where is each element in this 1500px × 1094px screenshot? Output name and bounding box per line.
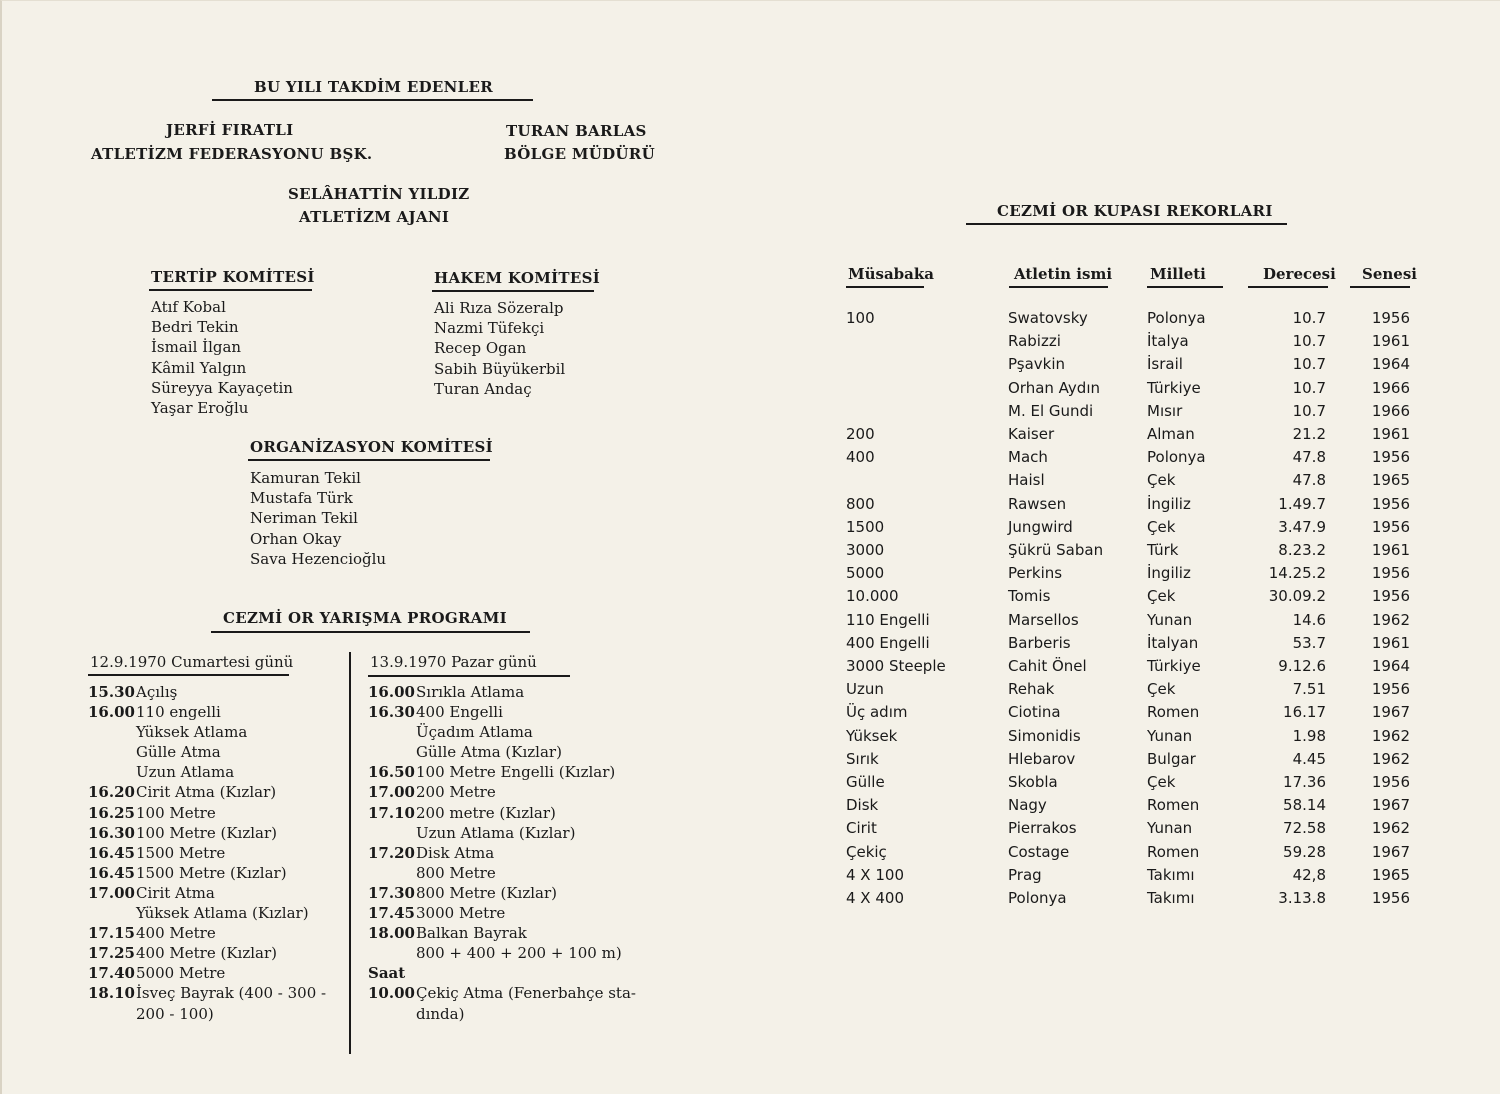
record-athlete: Mach: [1008, 448, 1048, 467]
program-time: 16.30: [368, 703, 415, 722]
record-mark: 58.14: [1283, 796, 1326, 815]
record-row: [0, 355, 1410, 377]
record-year: 1956: [1371, 309, 1410, 327]
records-col-milleti: Milleti: [1150, 265, 1206, 283]
record-mark: 16.17: [1283, 703, 1326, 722]
record-year: 1961: [1371, 541, 1410, 559]
record-year: 1956: [1371, 448, 1410, 467]
record-mark: 9.12.6: [1278, 657, 1326, 675]
presenter-3-title: ATLETİZM AJANI: [299, 208, 450, 226]
records-col-underline: [846, 286, 924, 288]
tertip-member: Süreyya Kayaçetin: [151, 378, 293, 397]
program-event: 1500 Metre (Kızlar): [136, 863, 287, 882]
record-row: [0, 471, 1410, 493]
record-country: Mısır: [1147, 401, 1183, 420]
record-year: 1966: [1371, 401, 1410, 420]
record-row: [0, 865, 1410, 888]
program-event: Cirit Atma: [136, 883, 215, 902]
record-country: Yunan: [1147, 610, 1193, 629]
record-athlete: Haisl: [1008, 471, 1045, 490]
program-event: Gülle Atma (Kızlar): [416, 743, 562, 762]
program-event: Sırıkla Atlama: [416, 683, 525, 701]
program-row: [88, 943, 338, 963]
program-event: İsveç Bayrak (400 - 300 -: [136, 984, 327, 1003]
record-row: [0, 587, 1410, 609]
record-row: [0, 309, 1410, 331]
program-event: 100 Metre (Kızlar): [136, 823, 277, 842]
records-col-atlet: Atletin ismi: [1014, 265, 1113, 283]
record-country: Çek: [1147, 471, 1176, 490]
record-row: [0, 633, 1410, 656]
record-year: 1961: [1371, 332, 1410, 351]
record-mark: 72.58: [1283, 819, 1326, 838]
record-athlete: Orhan Aydın: [1008, 378, 1100, 397]
record-event: 100: [846, 309, 875, 327]
record-mark: 59.28: [1283, 842, 1326, 861]
record-country: İtalyan: [1147, 633, 1199, 652]
program-time: 17.45: [368, 904, 415, 923]
record-mark: 3.13.8: [1278, 889, 1326, 907]
record-country: Çek: [1147, 680, 1176, 699]
record-year: 1961: [1371, 633, 1410, 652]
program-time: 16.45: [88, 843, 135, 862]
program-time: 18.10: [88, 984, 135, 1003]
record-mark: 7.51: [1292, 680, 1326, 699]
record-event: Üç adım: [846, 703, 908, 722]
program-event: Disk Atma: [416, 843, 495, 862]
record-athlete: Hlebarov: [1008, 749, 1076, 768]
record-row: [0, 680, 1410, 702]
record-athlete: Polonya: [1008, 889, 1067, 907]
record-mark: 21.2: [1292, 425, 1326, 443]
presenter-3-name: SELÂHATTİN YILDIZ: [288, 185, 470, 203]
program-event: Açılış: [136, 683, 178, 701]
record-year: 1961: [1371, 425, 1410, 443]
program-row: [368, 923, 658, 943]
record-event: 800: [846, 494, 875, 513]
program-event: Uzun Atlama (Kızlar): [416, 823, 576, 842]
records-col-derecesi: Derecesi: [1263, 265, 1336, 283]
program-row: [368, 963, 658, 983]
presenter-2-title: BÖLGE MÜDÜRÜ: [504, 145, 655, 163]
record-athlete: Pşavkin: [1008, 355, 1066, 374]
program-event: 5000 Metre: [136, 964, 226, 983]
record-row: [0, 889, 1410, 911]
record-year: 1956: [1371, 517, 1410, 536]
record-row: [0, 378, 1410, 401]
record-event: 10.000: [846, 587, 899, 606]
record-event: Sırık: [846, 749, 879, 768]
record-athlete: Kaiser: [1008, 425, 1055, 443]
program-event: 200 Metre: [416, 783, 496, 802]
record-mark: 17.36: [1283, 773, 1326, 791]
record-event: 1500: [846, 517, 885, 536]
program-event: 3000 Metre: [416, 904, 506, 923]
program-row: [88, 983, 338, 1003]
record-mark: 47.8: [1292, 471, 1326, 490]
record-year: 1964: [1371, 355, 1410, 374]
record-athlete: Marsellos: [1008, 610, 1079, 629]
record-row: [0, 541, 1410, 563]
program-time: 17.25: [88, 944, 135, 963]
record-athlete: Prag: [1008, 865, 1042, 884]
hakem-member: Turan Andaç: [434, 379, 532, 398]
record-country: Çek: [1147, 773, 1176, 791]
record-year: 1962: [1371, 726, 1410, 745]
record-country: Çek: [1147, 587, 1176, 606]
records-col-underline: [1009, 286, 1108, 288]
program-event: 400 Engelli: [416, 703, 503, 722]
tertip-member: Bedri Tekin: [151, 318, 239, 337]
record-athlete: Pierrakos: [1008, 819, 1077, 838]
program-time: [368, 1004, 416, 1024]
record-row: [0, 796, 1410, 818]
record-country: Türk: [1147, 541, 1179, 559]
program-time: 10.00: [368, 984, 415, 1003]
record-row: [0, 517, 1410, 540]
record-country: Romen: [1147, 796, 1200, 815]
record-year: 1967: [1371, 796, 1410, 815]
program-event: Yüksek Atlama (Kızlar): [136, 904, 309, 923]
record-row: [0, 842, 1410, 865]
record-country: İtalya: [1147, 332, 1189, 351]
organizasyon-member: Neriman Tekil: [250, 509, 358, 528]
program-event: 400 Metre: [136, 924, 216, 943]
presenter-2-name: TURAN BARLAS: [506, 122, 647, 140]
record-year: 1966: [1371, 378, 1410, 397]
organizasyon-member: Sava Hezencioğlu: [250, 549, 387, 568]
program-event: Çekiç Atma (Fenerbahçe sta-: [416, 984, 636, 1003]
program-event: Uzun Atlama: [136, 763, 235, 782]
record-mark: 10.7: [1292, 401, 1326, 420]
record-athlete: Barberis: [1008, 633, 1071, 652]
record-mark: 53.7: [1292, 633, 1326, 652]
hakem-member: Ali Rıza Sözeralp: [434, 299, 564, 317]
record-row: [0, 332, 1410, 354]
program-time: 18.00: [368, 924, 415, 943]
program-day1-label: 12.9.1970 Cumartesi günü: [90, 653, 294, 671]
record-event: Disk: [846, 796, 879, 815]
record-athlete: Perkins: [1008, 564, 1063, 583]
program-event: 100 Metre Engelli (Kızlar): [416, 763, 616, 782]
record-year: 1965: [1371, 865, 1410, 884]
record-mark: 3.47.9: [1278, 517, 1326, 536]
program-event: 110 engelli: [136, 703, 221, 722]
record-year: 1956: [1371, 773, 1410, 791]
tertip-member: İsmail İlgan: [151, 338, 242, 357]
record-mark: 10.7: [1292, 309, 1326, 327]
record-event: Cirit: [846, 819, 877, 838]
record-country: Romen: [1147, 703, 1200, 722]
tertip-member: Yaşar Eroğlu: [151, 399, 249, 418]
program-time: 17.15: [88, 924, 135, 943]
record-event: Çekiç: [846, 842, 887, 861]
tertip-underline: [149, 289, 312, 291]
record-row: [0, 749, 1410, 772]
presenters-heading: BU YILI TAKDİM EDENLER: [254, 78, 493, 96]
record-event: 110 Engelli: [846, 610, 930, 629]
record-athlete: Skobla: [1008, 773, 1058, 791]
records-col-underline: [1350, 286, 1410, 288]
record-year: 1962: [1371, 610, 1410, 629]
record-year: 1967: [1371, 703, 1410, 722]
record-country: İngiliz: [1147, 494, 1191, 513]
record-row: [0, 448, 1410, 470]
presenter-1-name: JERFİ FIRATLI: [166, 121, 294, 139]
record-event: 4 X 400: [846, 889, 904, 907]
record-athlete: Ciotina: [1008, 703, 1061, 722]
record-event: Gülle: [846, 773, 885, 791]
record-athlete: Costage: [1008, 842, 1070, 861]
record-year: 1956: [1371, 494, 1410, 513]
program-time: 16.45: [88, 863, 135, 882]
program-event: 800 Metre: [416, 863, 496, 882]
record-event: 5000: [846, 564, 885, 583]
hakem-heading: HAKEM KOMİTESİ: [434, 269, 601, 287]
program-event: 800 + 400 + 200 + 100 m): [416, 944, 622, 963]
program-time: 16.20: [88, 783, 135, 802]
program-row: [368, 983, 658, 1003]
record-mark: 4.45: [1292, 749, 1326, 768]
program-time: 16.25: [88, 803, 135, 822]
record-year: 1956: [1371, 587, 1410, 606]
record-country: Takımı: [1147, 889, 1195, 907]
record-athlete: Swatovsky: [1008, 309, 1088, 327]
program-time: 17.00: [88, 883, 135, 902]
record-row: [0, 425, 1410, 447]
program-heading: CEZMİ OR YARIŞMA PROGRAMI: [223, 609, 507, 627]
record-athlete: M. El Gundi: [1008, 401, 1094, 420]
hakem-member: Nazmi Tüfekçi: [434, 319, 545, 338]
record-athlete: Rawsen: [1008, 494, 1067, 513]
record-athlete: Simonidis: [1008, 726, 1081, 745]
program-row: [88, 963, 338, 983]
record-year: 1956: [1371, 680, 1410, 699]
records-col-senesi: Senesi: [1362, 265, 1417, 283]
record-country: Türkiye: [1147, 378, 1201, 397]
program-event: 200 metre (Kızlar): [416, 803, 556, 822]
presenters-heading-underline: [212, 99, 533, 101]
record-country: Yunan: [1147, 726, 1193, 745]
record-event: 4 X 100: [846, 865, 904, 884]
record-row: [0, 819, 1410, 841]
record-mark: 1.98: [1292, 726, 1326, 745]
record-row: [0, 401, 1410, 424]
record-country: Takımı: [1147, 865, 1195, 884]
record-row: [0, 703, 1410, 725]
record-mark: 8.23.2: [1278, 541, 1326, 559]
record-country: Polonya: [1147, 309, 1206, 327]
program-time: 17.20: [368, 843, 415, 862]
records-col-underline: [1147, 286, 1223, 288]
program-time: 17.10: [368, 803, 415, 822]
record-mark: 10.7: [1292, 332, 1326, 351]
record-athlete: Rabizzi: [1008, 332, 1061, 351]
record-year: 1964: [1371, 657, 1410, 675]
program-row: [88, 1004, 338, 1024]
program-time: 17.30: [368, 883, 415, 902]
record-year: 1962: [1371, 819, 1410, 838]
record-mark: 10.7: [1292, 355, 1326, 374]
program-time: 17.00: [368, 783, 415, 802]
program-time: 16.00: [88, 703, 135, 722]
record-country: Türkiye: [1147, 657, 1201, 675]
record-country: Alman: [1147, 425, 1195, 443]
record-event: 400 Engelli: [846, 633, 930, 652]
program-time: [88, 1004, 136, 1024]
program-event: Gülle Atma: [136, 743, 221, 762]
record-country: Çek: [1147, 517, 1176, 536]
hakem-member: Sabih Büyükerbil: [434, 359, 566, 378]
program-event: Üçadım Atlama: [416, 723, 533, 742]
program-time: Saat: [368, 964, 406, 983]
record-row: [0, 726, 1410, 749]
record-event: 400: [846, 448, 875, 467]
record-athlete: Şükrü Saban: [1008, 541, 1104, 559]
tertip-member: Kâmil Yalgın: [151, 358, 247, 377]
program-time: [368, 943, 416, 963]
presenter-1-title: ATLETİZM FEDERASYONU BŞK.: [91, 145, 373, 163]
record-country: İsrail: [1147, 355, 1183, 374]
program-day2-label: 13.9.1970 Pazar günü: [370, 653, 537, 671]
record-event: Uzun: [846, 680, 884, 699]
program-row: [88, 923, 338, 943]
program-event: Cirit Atma (Kızlar): [136, 783, 277, 802]
record-mark: 47.8: [1292, 448, 1326, 467]
program-event: dında): [416, 1004, 465, 1023]
record-athlete: Jungwird: [1008, 517, 1073, 536]
organizasyon-heading: ORGANİZASYON KOMİTESİ: [250, 438, 493, 456]
record-mark: 42,8: [1292, 865, 1326, 884]
record-row: [0, 657, 1410, 679]
program-event: Yüksek Atlama: [136, 723, 248, 742]
records-col-musabaka: Müsabaka: [848, 265, 934, 283]
record-row: [0, 494, 1410, 517]
organizasyon-member: Kamuran Tekil: [250, 469, 361, 487]
record-athlete: Tomis: [1008, 587, 1051, 606]
program-time: 17.40: [88, 964, 135, 983]
program-event: 200 - 100): [136, 1004, 214, 1023]
hakem-underline: [432, 290, 594, 292]
program-event: 100 Metre: [136, 803, 216, 822]
record-event: 3000: [846, 541, 885, 559]
hakem-member: Recep Ogan: [434, 339, 527, 358]
record-mark: 30.09.2: [1268, 587, 1326, 606]
program-event: 400 Metre (Kızlar): [136, 944, 277, 963]
record-event: 3000 Steeple: [846, 657, 946, 675]
record-year: 1956: [1371, 889, 1410, 907]
records-heading: CEZMİ OR KUPASI REKORLARI: [997, 202, 1273, 220]
tertip-member: Atıf Kobal: [151, 298, 226, 316]
program-time: 16.30: [88, 823, 135, 842]
program-event: Balkan Bayrak: [416, 924, 527, 943]
record-row: [0, 610, 1410, 633]
records-col-underline: [1248, 286, 1328, 288]
records-heading-underline: [966, 223, 1287, 225]
record-event: 200: [846, 425, 875, 443]
record-country: Romen: [1147, 842, 1200, 861]
program-row: [368, 943, 658, 963]
record-athlete: Rehak: [1008, 680, 1055, 699]
program-time: 16.00: [368, 683, 415, 701]
record-year: 1965: [1371, 471, 1410, 490]
program-event: 800 Metre (Kızlar): [416, 883, 557, 902]
record-event: Yüksek: [846, 726, 898, 745]
record-row: [0, 564, 1410, 586]
program-row: [368, 1004, 658, 1024]
record-mark: 1.49.7: [1278, 494, 1326, 513]
record-mark: 10.7: [1292, 378, 1326, 397]
record-country: İngiliz: [1147, 564, 1191, 583]
record-row: [0, 773, 1410, 795]
organizasyon-member: Mustafa Türk: [250, 489, 353, 508]
organizasyon-member: Orhan Okay: [250, 529, 342, 548]
tertip-heading: TERTİP KOMİTESİ: [151, 268, 315, 286]
record-mark: 14.25.2: [1268, 564, 1326, 583]
record-year: 1967: [1371, 842, 1410, 861]
record-mark: 14.6: [1292, 610, 1326, 629]
program-time: 15.30: [88, 683, 135, 701]
record-athlete: Cahit Önel: [1008, 657, 1087, 675]
program-event: 1500 Metre: [136, 843, 226, 862]
record-country: Bulgar: [1147, 749, 1196, 768]
record-year: 1956: [1371, 564, 1410, 583]
record-country: Yunan: [1147, 819, 1193, 838]
record-country: Polonya: [1147, 448, 1206, 467]
program-time: 16.50: [368, 763, 415, 782]
record-athlete: Nagy: [1008, 796, 1047, 815]
record-year: 1962: [1371, 749, 1410, 768]
